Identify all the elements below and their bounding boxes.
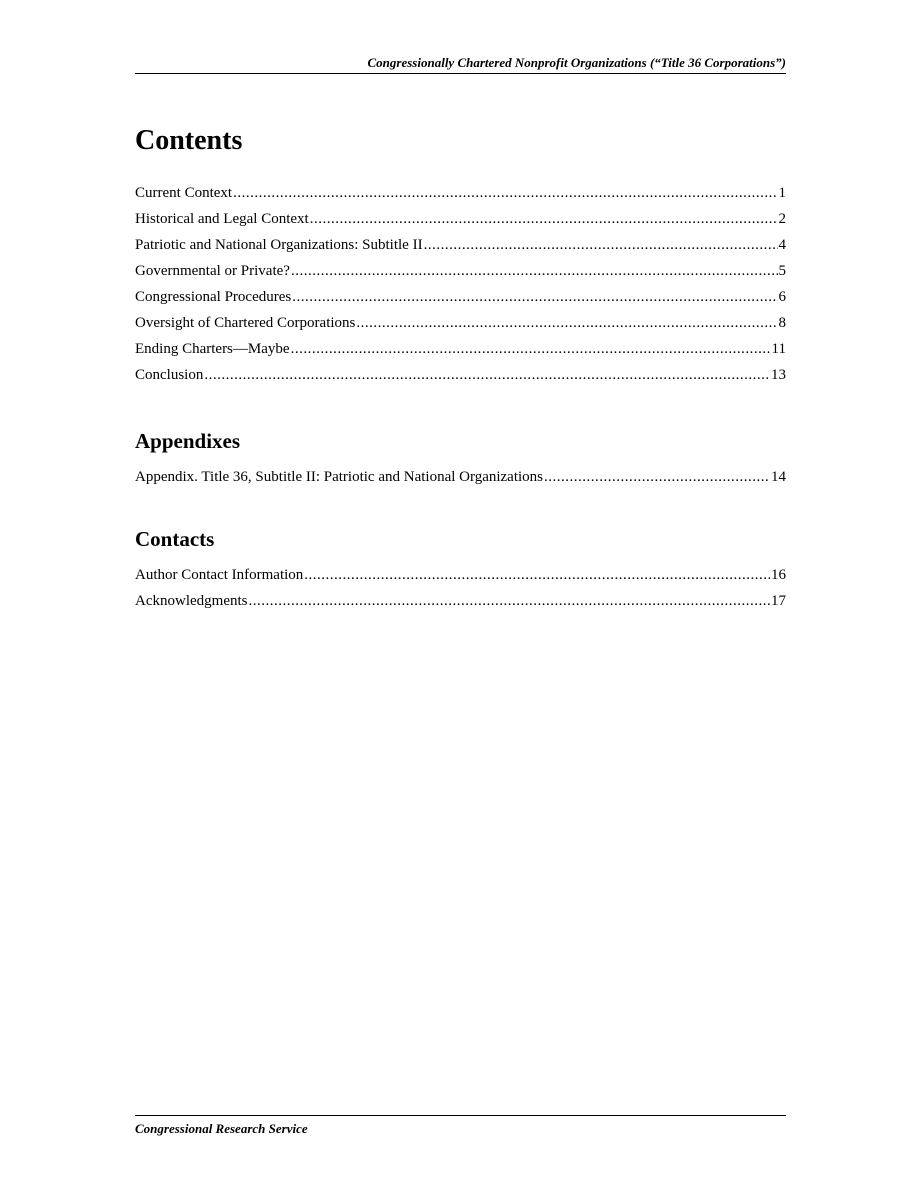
- running-header: Congressionally Chartered Nonprofit Organizations (“Title 36 Corporations”): [135, 55, 786, 74]
- toc-entry-title: Ending Charters—Maybe: [135, 341, 290, 357]
- running-footer: Congressional Research Service: [135, 1115, 786, 1138]
- toc-entry-page: 16: [771, 567, 786, 583]
- toc-entry-acknowledgments[interactable]: [135, 588, 786, 614]
- toc-entry-congressional-procedures[interactable]: [135, 284, 786, 310]
- toc-entry-page: 17: [771, 593, 786, 609]
- toc-entry-title: Conclusion: [135, 367, 204, 383]
- toc-entry-title: Historical and Legal Context: [135, 211, 309, 227]
- toc-leader-dots: [304, 562, 770, 588]
- toc-entry-page: 5: [778, 263, 786, 279]
- toc-leader-dots: [356, 310, 777, 336]
- toc-entry-title: Author Contact Information: [135, 567, 304, 583]
- contents-list: [135, 180, 786, 388]
- appendixes-heading: Appendixes: [135, 429, 241, 453]
- toc-entry-title: Acknowledgments: [135, 593, 248, 609]
- toc-entry-patriotic-national-organizations[interactable]: [135, 232, 786, 258]
- toc-entry-title: Patriotic and National Organizations: Subtitle II: [135, 237, 423, 253]
- section-spacer: [135, 388, 786, 428]
- contacts-heading: Contacts: [135, 527, 215, 551]
- toc-leader-dots: [291, 258, 778, 284]
- toc-entry-current-context[interactable]: [135, 180, 786, 206]
- toc-leader-dots: [292, 284, 777, 310]
- toc-entry-page: 4: [778, 237, 786, 253]
- toc-leader-dots: [233, 180, 777, 206]
- toc-entry-page: 1: [778, 185, 786, 201]
- toc-document: [135, 122, 786, 614]
- toc-entry-title: Oversight of Chartered Corporations: [135, 315, 356, 331]
- toc-leader-dots: [544, 464, 770, 490]
- toc-leader-dots: [310, 206, 778, 232]
- toc-entry-page: 2: [778, 211, 786, 227]
- toc-entry-page: 13: [771, 367, 786, 383]
- toc-entry-governmental-or-private[interactable]: [135, 258, 786, 284]
- toc-entry-title: Current Context: [135, 185, 233, 201]
- toc-entry-page: 6: [778, 289, 786, 305]
- appendixes-list: [135, 464, 786, 490]
- toc-leader-dots: [291, 336, 771, 362]
- toc-leader-dots: [204, 362, 770, 388]
- toc-entry-oversight[interactable]: [135, 310, 786, 336]
- toc-entry-conclusion[interactable]: [135, 362, 786, 388]
- toc-entry-page: 14: [771, 469, 786, 485]
- toc-entry-title: Governmental or Private?: [135, 263, 290, 279]
- toc-entry-historical-legal-context[interactable]: [135, 206, 786, 232]
- toc-leader-dots: [424, 232, 778, 258]
- contents-heading: Contents: [135, 125, 243, 156]
- section-spacer: [135, 490, 786, 526]
- toc-entry-author-contact[interactable]: [135, 562, 786, 588]
- toc-entry-page: 8: [778, 315, 786, 331]
- toc-entry-title: Congressional Procedures: [135, 289, 292, 305]
- toc-entry-title: Appendix. Title 36, Subtitle II: Patriotic and National Organizations: [135, 469, 544, 485]
- toc-leader-dots: [248, 588, 770, 614]
- toc-entry-page: 11: [771, 341, 786, 357]
- toc-entry-ending-charters[interactable]: [135, 336, 786, 362]
- toc-entry-appendix[interactable]: [135, 464, 786, 490]
- contacts-list: [135, 562, 786, 614]
